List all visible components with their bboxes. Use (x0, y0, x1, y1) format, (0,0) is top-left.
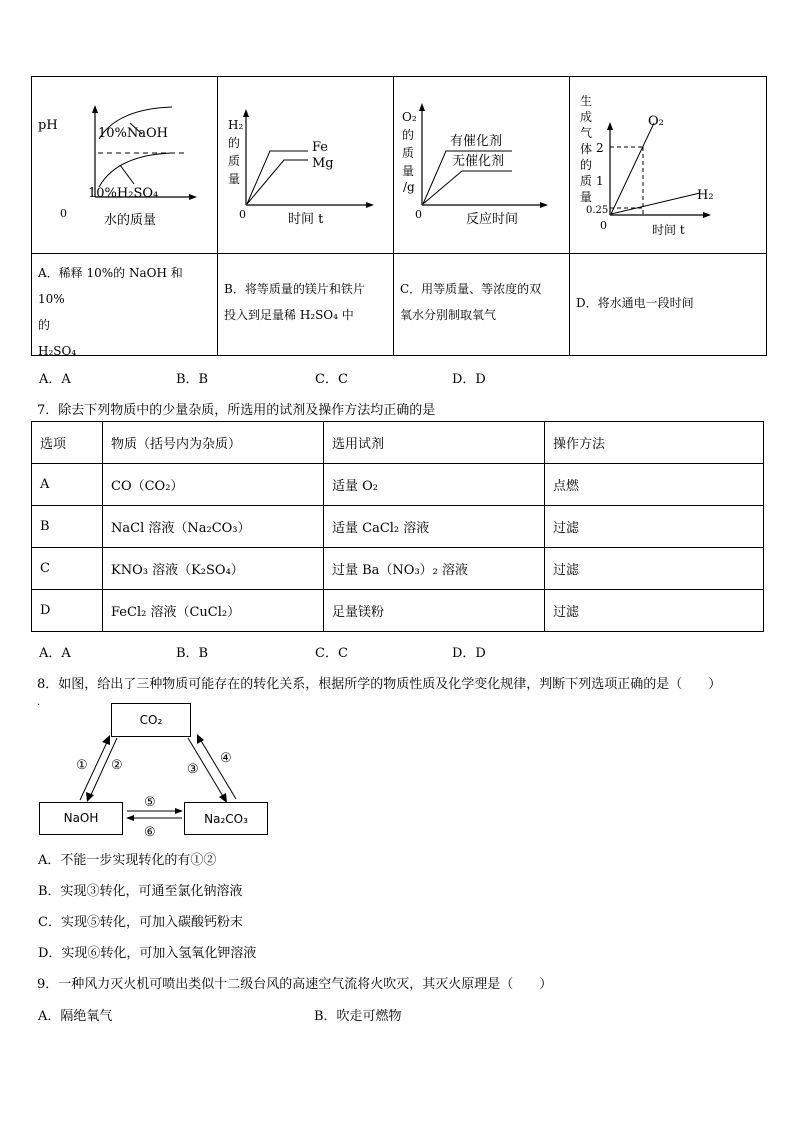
q8-label-4: ④ (220, 751, 232, 766)
q9-stem: 9．一种风力灭火机可喷出类似十二级台风的高速空气流将火吹灭，其灭火原理是（ ） (37, 977, 553, 992)
q7-choice-d[interactable]: D．D (452, 646, 486, 661)
table-cell: CO（CO₂） (103, 464, 324, 506)
q8-label-2: ② (111, 758, 123, 773)
graph-d-tick-2: 2 (596, 141, 604, 155)
table-row (32, 464, 764, 506)
graph-b-mg-label: Mg (312, 156, 334, 171)
graph-c-ylabel-4: 量 (402, 164, 415, 178)
table-cell: C (32, 548, 103, 590)
q8-label-1: ① (76, 758, 88, 773)
graph-c-cell (394, 77, 570, 254)
option-a-line-3: H₂SO₄ (38, 344, 77, 358)
table-cell: NaCl 溶液（Na₂CO₃） (103, 506, 324, 548)
graph-c-catalyst-label: 有催化剂 (450, 134, 503, 149)
q8-label-3: ③ (187, 762, 199, 777)
graph-c (394, 77, 569, 253)
q8-label-5: ⑤ (144, 795, 156, 810)
table-cell: FeCl₂ 溶液（CuCl₂） (103, 590, 324, 632)
graph-c-origin: 0 (415, 208, 422, 221)
graph-b-ylabel-1: H₂ (228, 118, 244, 132)
q7-choice-b[interactable]: B．B (176, 646, 209, 661)
table-cell: 足量镁粉 (324, 590, 545, 632)
table-cell: 适量 CaCl₂ 溶液 (324, 506, 545, 548)
q8-label-6: ⑥ (144, 825, 156, 840)
table-cell: D (32, 590, 103, 632)
table-cell: 点燃 (545, 464, 764, 506)
graph-d-ylabel-7: 量 (580, 190, 593, 204)
table-cell: 过滤 (545, 506, 764, 548)
table-cell: 适量 O₂ (324, 464, 545, 506)
graph-b (218, 77, 393, 253)
graph-b-fe-label: Fe (312, 140, 329, 155)
q7-stem: 7．除去下列物质中的少量杂质，所选用的试剂及操作方法均正确的是 (37, 403, 436, 418)
graph-d-ylabel-4: 体 (580, 142, 593, 156)
table-cell: 过量 Ba（NO₃）₂ 溶液 (324, 548, 545, 590)
option-d-cell (570, 254, 767, 356)
option-b-cell (218, 254, 394, 356)
q6-choice-d[interactable]: D．D (452, 372, 486, 387)
option-c-line-1: C．用等质量、等浓度的双 (400, 282, 542, 296)
graph-d (570, 77, 766, 253)
naoh-box: NaOH (39, 802, 123, 835)
q6-choices (39, 368, 639, 386)
graph-d-tick-1: 1 (596, 174, 604, 188)
q8-option-c[interactable]: C．实现⑤转化，可加入碳酸钙粉末 (38, 915, 243, 930)
graph-d-cell (570, 77, 767, 254)
q7-header: 操作方法 (545, 422, 764, 464)
na2co3-box: Na₂CO₃ (184, 802, 268, 835)
option-a-line-1: A．稀释 10%的 NaOH 和 10% (38, 266, 183, 306)
option-d-text: D．将水通电一段时间 (576, 296, 694, 310)
graph-b-ylabel-3: 质 (228, 154, 241, 168)
graph-d-ylabel-5: 的 (580, 158, 593, 172)
q7-table (31, 421, 764, 632)
table-cell: A (32, 464, 103, 506)
graph-c-ylabel-5: /g (403, 180, 415, 194)
graph-d-ylabel-1: 生 (580, 94, 593, 108)
q8-dot: . (37, 697, 41, 708)
graph-a-ylabel: pH (38, 118, 58, 133)
graph-b-ylabel-2: 的 (228, 136, 241, 150)
option-c-cell (394, 254, 570, 356)
q7-choices (39, 642, 639, 660)
table-cell: 过滤 (545, 590, 764, 632)
graph-d-tick-025: 0.25 (586, 205, 609, 216)
q6-table (31, 76, 767, 356)
graph-d-ylabel-3: 气 (580, 126, 593, 140)
graph-d-xlabel: 时间 t (652, 223, 685, 237)
q7-header-row (32, 422, 764, 464)
q6-choice-b[interactable]: B．B (176, 372, 209, 387)
graph-a (32, 77, 217, 253)
q7-header: 物质（括号内为杂质） (103, 422, 324, 464)
option-b-line-1: B．将等质量的镁片和铁片 (224, 282, 365, 296)
graph-b-origin: 0 (239, 208, 246, 221)
graph-a-xlabel: 水的质量 (104, 213, 157, 228)
table-cell: 过滤 (545, 548, 764, 590)
graph-a-naoh-label: 10%NaOH (98, 126, 169, 141)
co2-box: CO₂ (111, 703, 191, 737)
graph-b-ylabel-4: 量 (228, 172, 241, 186)
q8-option-a[interactable]: A．不能一步实现转化的有①② (38, 853, 217, 868)
q9-option-b[interactable]: B．吹走可燃物 (314, 1009, 402, 1024)
q6-choice-c[interactable]: C．C (315, 372, 348, 387)
table-cell: KNO₃ 溶液（K₂SO₄） (103, 548, 324, 590)
graph-c-no-catalyst-label: 无催化剂 (452, 154, 505, 169)
graph-d-ylabel-6: 质 (580, 174, 593, 188)
graph-c-ylabel-2: 的 (402, 128, 415, 142)
option-a-line-2: 的 (38, 318, 51, 332)
graph-d-o2-label: O₂ (648, 114, 664, 129)
q6-choice-a[interactable]: A．A (39, 372, 71, 387)
option-a-cell (32, 254, 218, 356)
graph-a-origin: 0 (60, 207, 67, 220)
q8-option-d[interactable]: D．实现⑥转化，可加入氢氧化钾溶液 (38, 946, 257, 961)
table-row (32, 590, 764, 632)
graph-a-h2so4-label: 10%H₂SO₄ (88, 186, 159, 201)
graph-a-cell (32, 77, 218, 254)
option-b-line-2: 投入到足量稀 H₂SO₄ 中 (224, 308, 354, 322)
q7-choice-c[interactable]: C．C (315, 646, 348, 661)
q7-header: 选用试剂 (324, 422, 545, 464)
table-row (32, 506, 764, 548)
q7-choice-a[interactable]: A．A (39, 646, 71, 661)
graph-c-ylabel-3: 质 (402, 146, 415, 160)
graph-c-ylabel-1: O₂ (402, 110, 417, 124)
graph-b-cell (218, 77, 394, 254)
q8-option-b[interactable]: B．实现③转化，可通至氯化钠溶液 (38, 884, 243, 899)
graph-b-xlabel: 时间 t (288, 212, 324, 227)
table-cell: B (32, 506, 103, 548)
q8-stem: 8．如图，给出了三种物质可能存在的转化关系，根据所学的物质性质及化学变化规律，判断下列选项正确的是（ ） (37, 677, 722, 692)
graph-d-h2-label: H₂ (697, 188, 714, 203)
q7-header: 选项 (32, 422, 103, 464)
graph-c-xlabel: 反应时间 (466, 212, 519, 227)
q9-option-a[interactable]: A．隔绝氧气 (38, 1009, 113, 1024)
option-c-line-2: 氧水分别制取氧气 (400, 308, 497, 322)
table-row (32, 548, 764, 590)
graph-d-ylabel-2: 成 (580, 110, 593, 124)
graph-d-origin: 0 (600, 219, 607, 232)
